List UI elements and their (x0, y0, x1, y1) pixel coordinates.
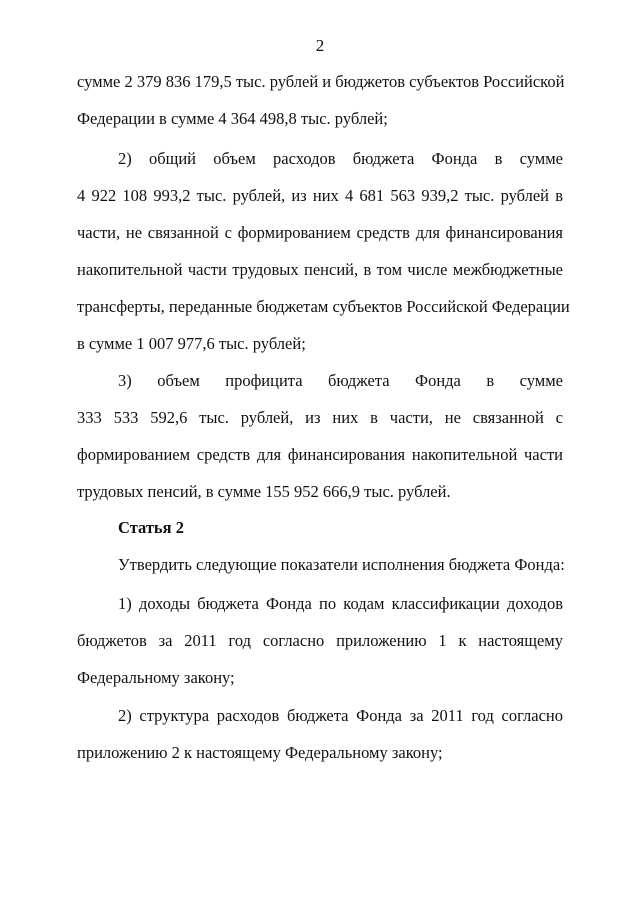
text-line: 2) общий объем расходов бюджета Фонда в сумме (118, 149, 563, 168)
text-line: 2) структура расходов бюджета Фонда за 2011 год согласно (118, 706, 563, 725)
text-line: трансферты, переданные бюджетам субъектов Российской Федерации (77, 297, 570, 316)
text-line: 4 922 108 993,2 тыс. рублей, из них 4 681 563 939,2 тыс. рублей в (77, 186, 563, 205)
text-line: сумме 2 379 836 179,5 тыс. рублей и бюджетов субъектов Российской (77, 72, 565, 91)
page-number: 2 (315, 36, 325, 55)
text-line: формированием средств для финансирования накопительной части (77, 445, 563, 464)
text-line: Федеральному закону; (77, 668, 235, 687)
text-line: трудовых пенсий, в сумме 155 952 666,9 тыс. рублей. (77, 482, 451, 501)
article-heading: Статья 2 (118, 518, 184, 537)
text-line: бюджетов за 2011 год согласно приложению 1 к настоящему (77, 631, 563, 650)
text-line: 3) объем профицита бюджета Фонда в сумме (118, 371, 563, 390)
text-line: приложению 2 к настоящему Федеральному закону; (77, 743, 443, 762)
text-line: Утвердить следующие показатели исполнения бюджета Фонда: (118, 555, 565, 574)
text-line: 333 533 592,6 тыс. рублей, из них в части, не связанной с (77, 408, 563, 427)
text-line: накопительной части трудовых пенсий, в том числе межбюджетные (77, 260, 563, 279)
text-line: части, не связанной с формированием средств для финансирования (77, 223, 563, 242)
text-line: в сумме 1 007 977,6 тыс. рублей; (77, 334, 306, 353)
text-line: Федерации в сумме 4 364 498,8 тыс. рублей; (77, 109, 388, 128)
text-line: 1) доходы бюджета Фонда по кодам классификации доходов (118, 594, 563, 613)
